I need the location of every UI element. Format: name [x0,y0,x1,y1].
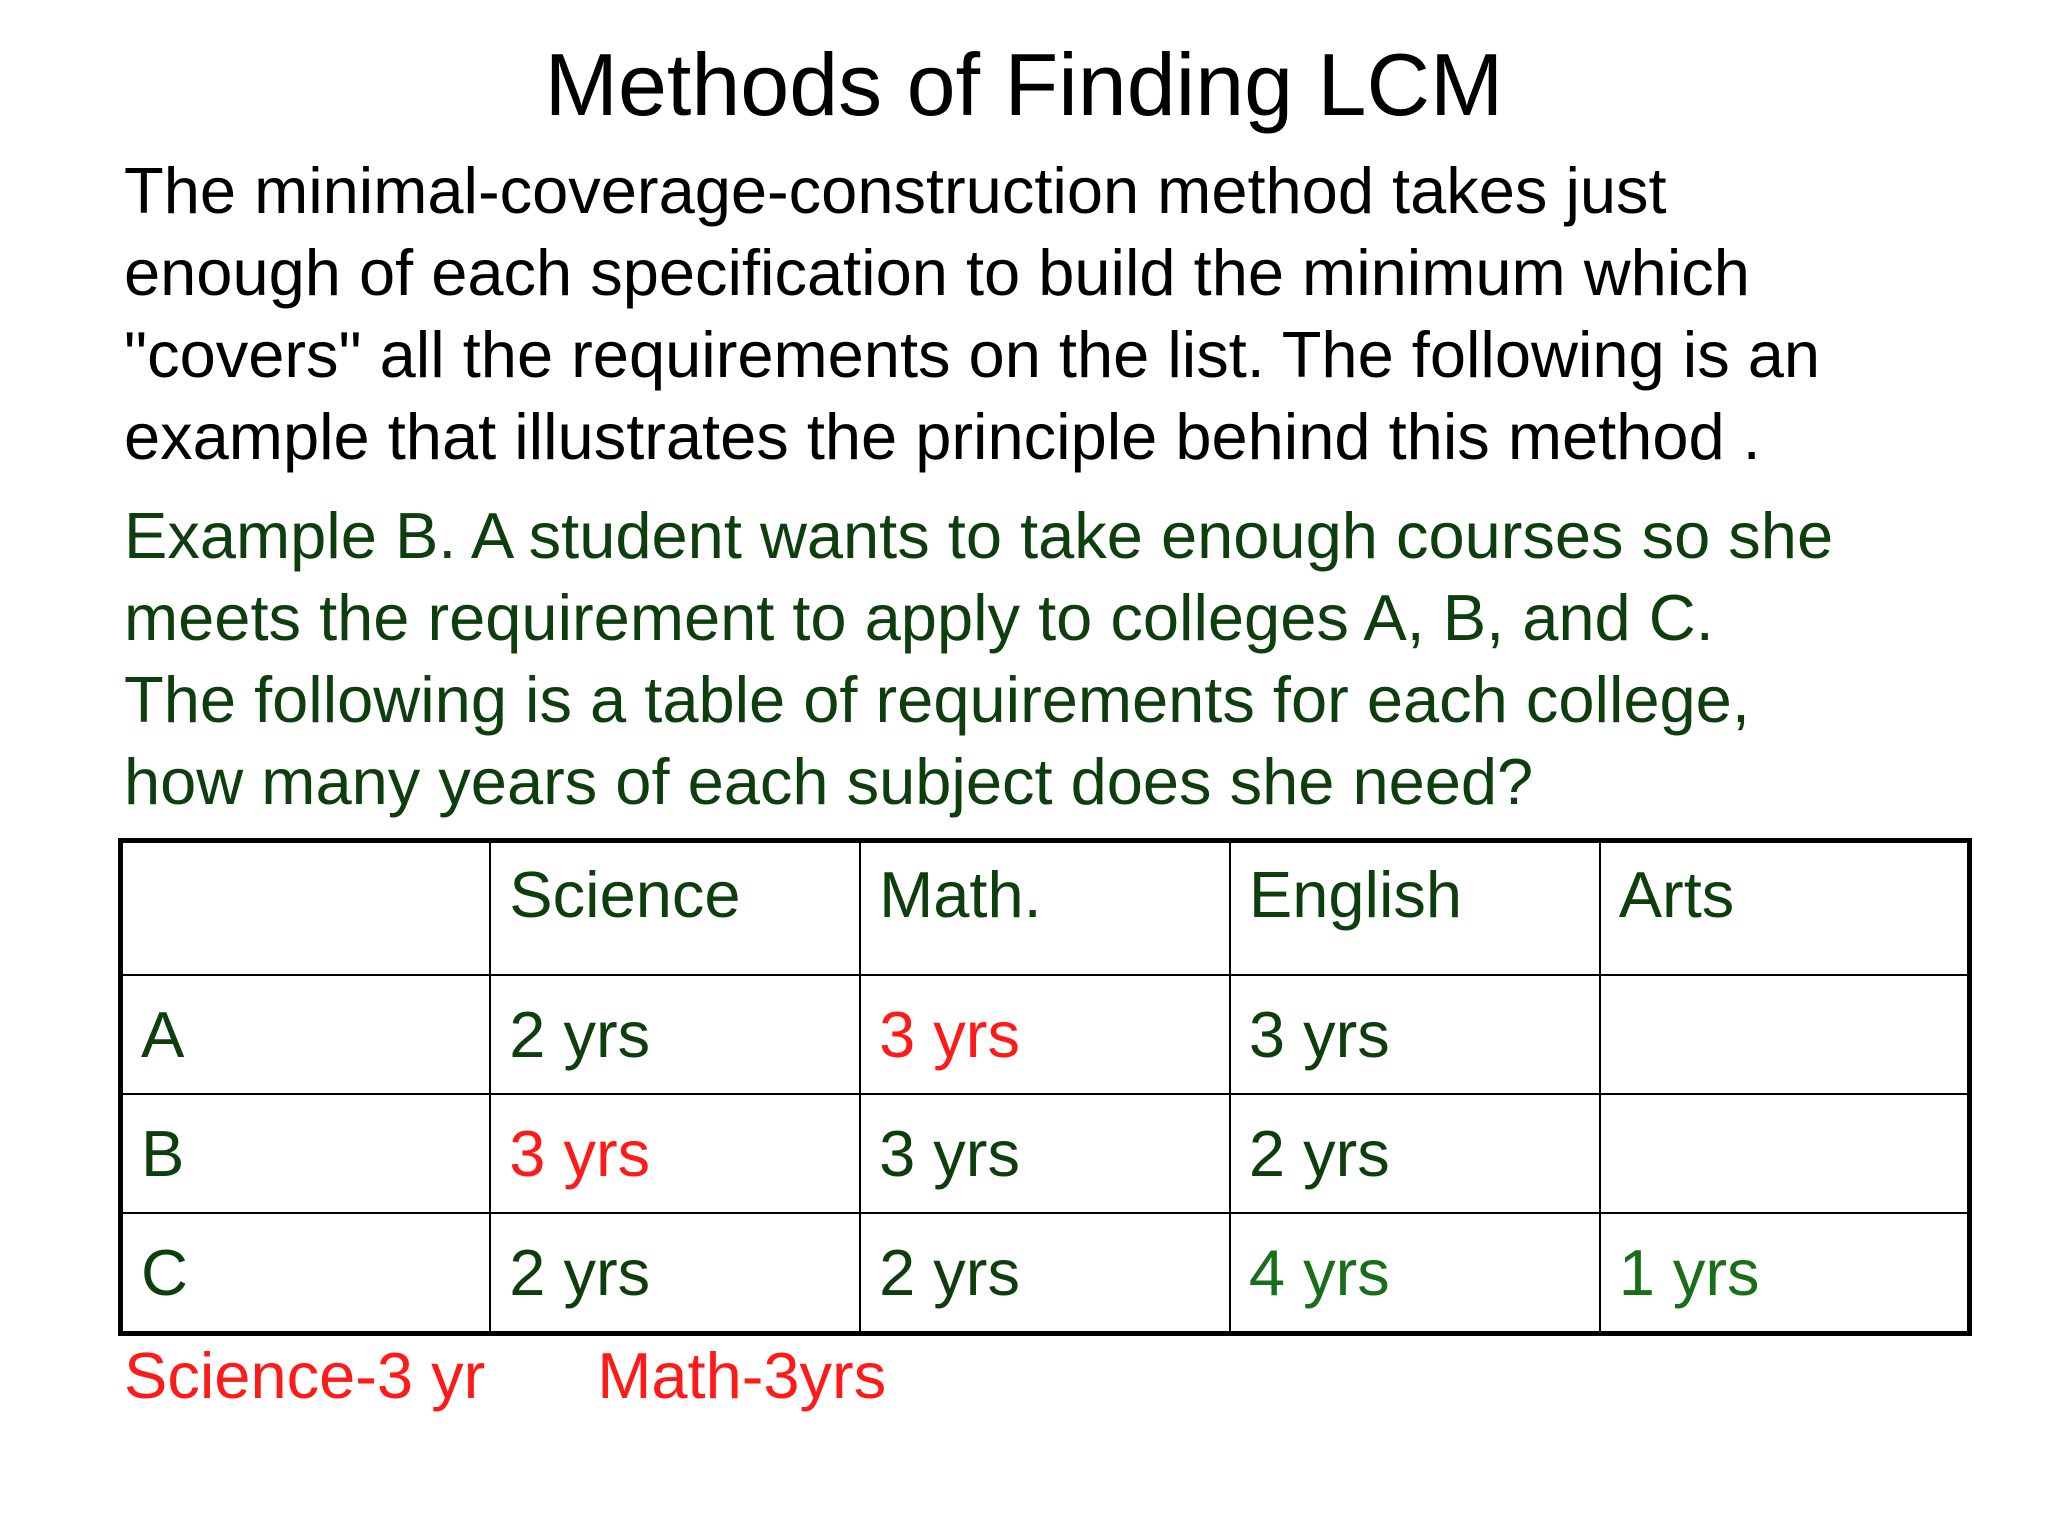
table-row-b [121,1094,1970,1213]
header-cell-math: Math. [860,841,1230,976]
table-cell: 2 yrs [860,1213,1230,1334]
intro-line: The minimal-coverage-construction method takes just [124,154,1667,227]
table-cell: 2 yrs [490,975,860,1094]
slide-title: Methods of Finding LCM [544,35,1504,134]
table-header-row [121,841,1970,976]
row-label: A [121,975,491,1094]
table-cell: 2 yrs [490,1213,860,1334]
table-cell: 3 yrs [860,1094,1230,1213]
example-line: how many years of each subject does she need? [124,745,1534,818]
summary-science: Science-3 yr [124,1339,486,1412]
intro-line: example that illustrates the principle behind this method . [124,400,1761,473]
table-cell [1600,1094,1970,1213]
table-cell-highlight: 3 yrs [490,1094,860,1213]
requirements-table [118,838,1972,1336]
table-cell-highlight: 1 yrs [1600,1213,1970,1334]
header-cell-science: Science [490,841,860,976]
table-row-a [121,975,1970,1094]
intro-paragraph [124,150,2004,478]
intro-line: enough of each specification to build the minimum which [124,236,1750,309]
table-cell-highlight: 4 yrs [1230,1213,1600,1334]
header-cell-arts: Arts [1600,841,1970,976]
table-cell: 3 yrs [1230,975,1600,1094]
row-label: C [121,1213,491,1334]
example-paragraph [124,495,2004,823]
intro-line: "covers" all the requirements on the list. The following is an [124,318,1821,391]
header-cell-corner [121,841,491,976]
table-cell: 2 yrs [1230,1094,1600,1213]
summary-math: Math-3yrs [597,1339,887,1412]
example-line: meets the requirement to apply to colleges A, B, and C. [124,581,1714,654]
example-line: The following is a table of requirements for each college, [124,663,1750,736]
example-line: Example B. A student wants to take enough courses so she [124,499,1834,572]
summary-line [124,1335,886,1417]
table-cell-highlight: 3 yrs [860,975,1230,1094]
row-label: B [121,1094,491,1213]
table-cell [1600,975,1970,1094]
header-cell-english: English [1230,841,1600,976]
table-row-c [121,1213,1970,1334]
